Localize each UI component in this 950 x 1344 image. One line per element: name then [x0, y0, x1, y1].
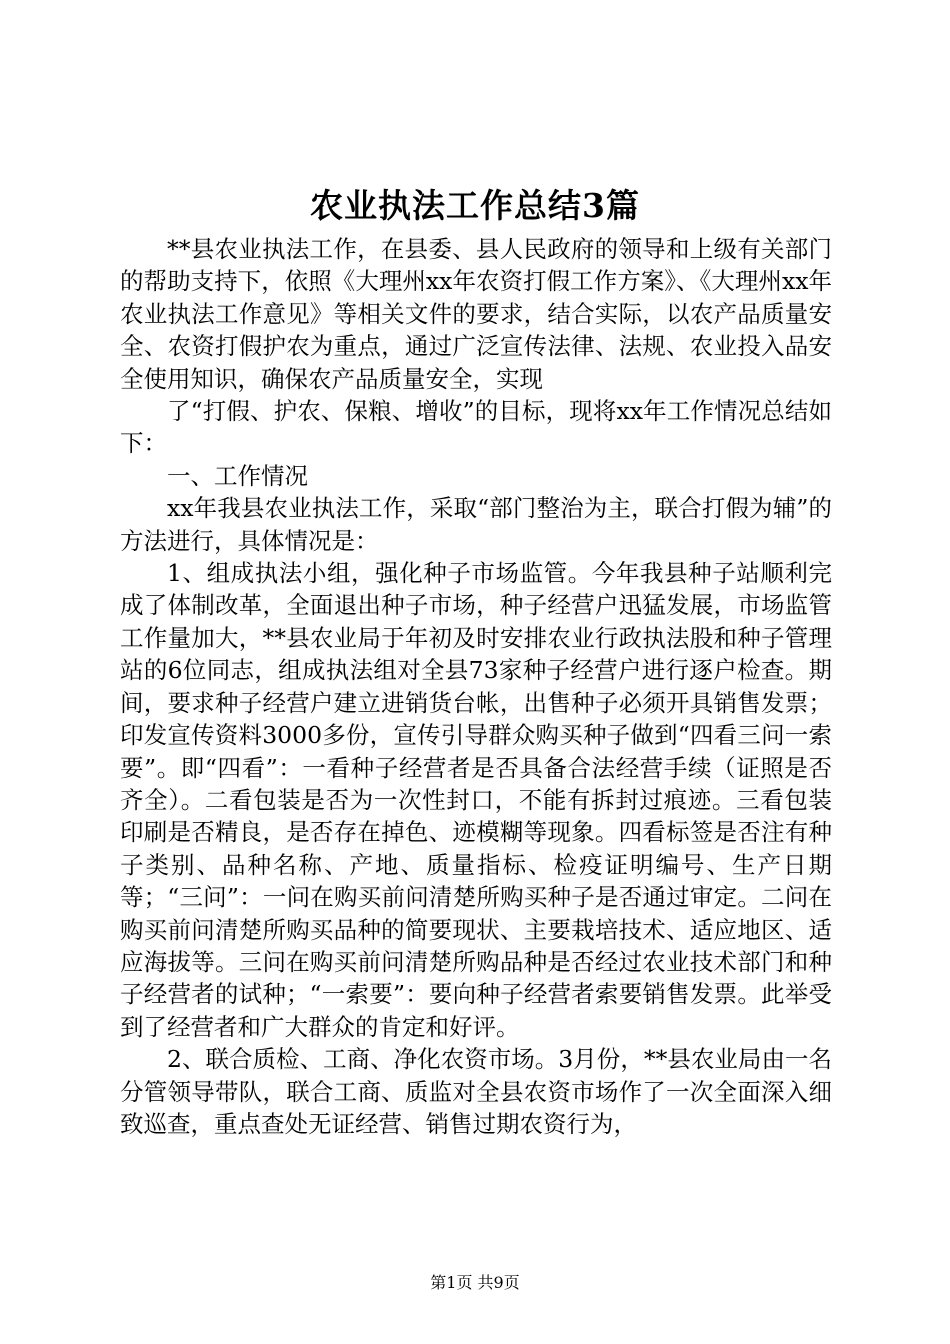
section-heading-work-status: 一、工作情况	[167, 461, 308, 490]
document-title: 农业执法工作总结3篇	[310, 186, 640, 225]
paragraph-method: xx年我县农业执法工作，采取“部门整治为主，联合打假为辅”的方法进行，具体情况是：	[120, 494, 832, 555]
paragraph-goal: 了“打假、护农、保粮、增收”的目标，现将xx年工作情况总结如下：	[120, 397, 832, 458]
page-footer: 第1页 共9页	[430, 1273, 520, 1292]
paragraph-item-2: 2、联合质检、工商、净化农资市场。3月份，**县农业局由一名分管领导带队，联合工商、质监对全县农资市场作了一次全面深入细致巡查，重点查处无证经营、销售过期农资行为，	[120, 1045, 832, 1138]
paragraph-item-1: 1、组成执法小组，强化种子市场监管。今年我县种子站顺利完成了体制改革，全面退出种子市场，种子经营户迅猛发展，市场监管工作量加大，**县农业局于年初及时安排农业行政执法股和种子管理站的6位同志，组成执法组对全县73家种子经营户进行逐户检查。期间，要求种子经营户建立进销货台帐，出售种子必须开具销售发票；印发宣传资料3000多份，宣传引导群众购买种子做到“四看三问一索要”。即“四看”：一看种子经营者是否具备合法经营手续（证照是否齐全）。二看包装是否为一次性封口，不能有拆封过痕迹。三看包装印刷是否精良，是否存在掉色、迹模糊等现象。四看标签是否注有种子类别、品种名称、产地、质量指标、检疫证明编号、生产日期等；“三问”：一问在购买前问清楚所购买种子是否通过审定。二问在购买前问清楚所购买品种的简要现状、主要栽培技术、适应地区、适应海拔等。三问在购买前问清楚所购品种是否经过农业技术部门和种子经营者的试种；“一索要”：要向种子经营者索要销售发票。此举受到了经营者和广大群众的肯定和好评。	[120, 559, 832, 1041]
paragraph-intro: **县农业执法工作，在县委、县人民政府的领导和上级有关部门的帮助支持下，依照《大理州xx年农资打假工作方案》、《大理州xx年农业执法工作意见》等相关文件的要求，结合实际，以农产品质量安全、农资打假护农为重点，通过广泛宣传法律、法规、农业投入品安全使用知识，确保农产品质量安全，实现	[120, 235, 832, 393]
document-body	[120, 233, 832, 1140]
